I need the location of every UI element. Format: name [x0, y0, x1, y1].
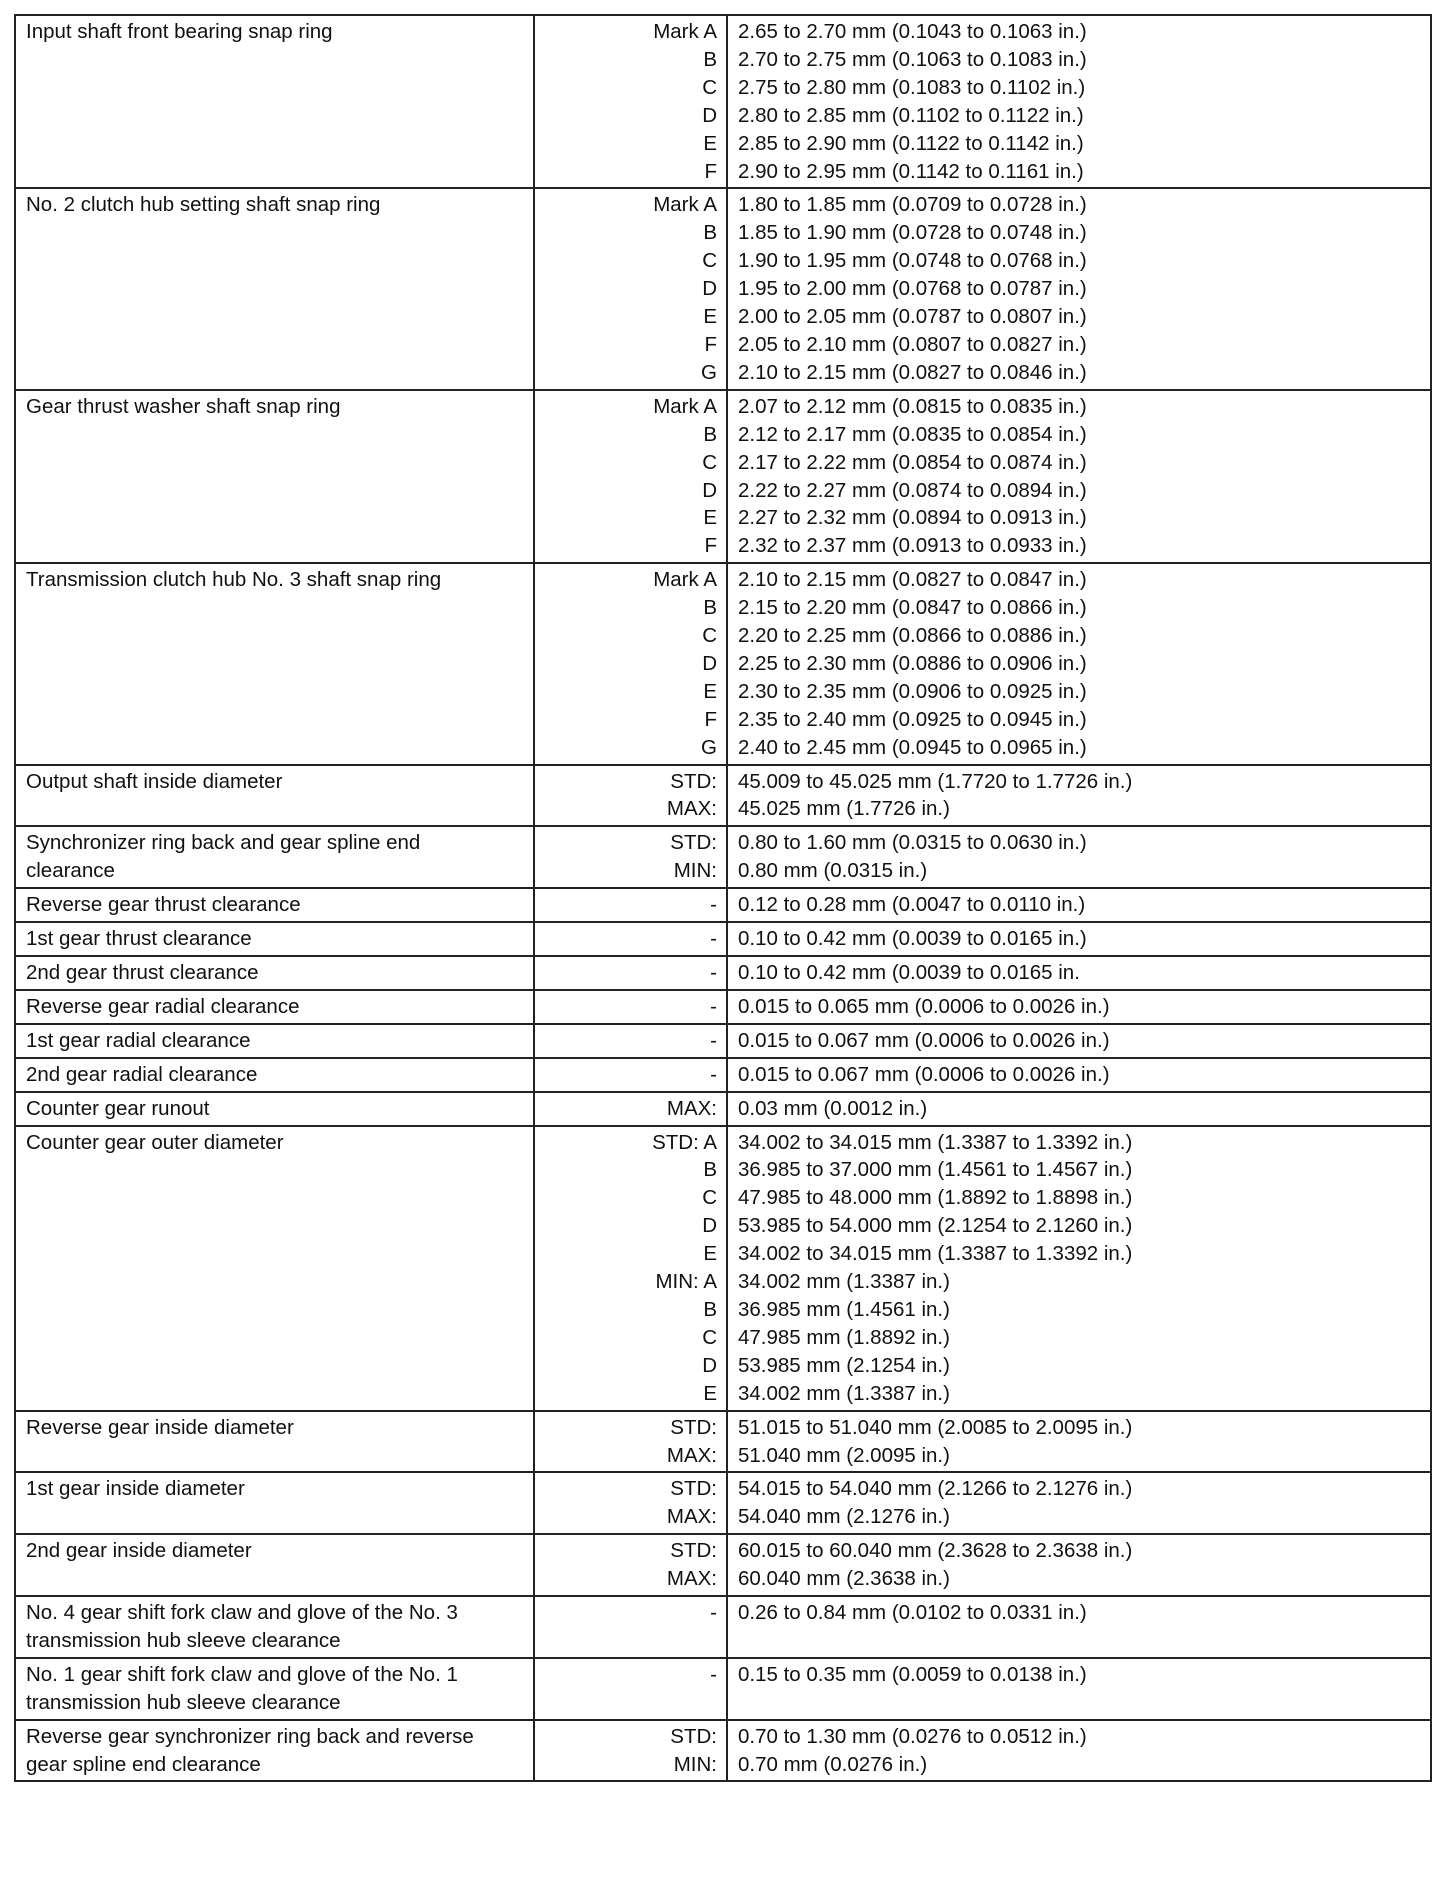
spec-value-text: 2.17 to 2.22 mm (0.0854 to 0.0874 in.): [738, 450, 1087, 474]
spec-item-text: Counter gear runout: [26, 1096, 210, 1120]
spec-value-text: 2.25 to 2.30 mm (0.0886 to 0.0906 in.): [738, 651, 1087, 675]
spec-mark-label: MIN:: [673, 1752, 717, 1776]
spec-value-text: 1.95 to 2.00 mm (0.0768 to 0.0787 in.): [738, 277, 1087, 301]
spec-mark-label: E: [703, 1242, 717, 1266]
spec-mark-label: STD:: [670, 1539, 717, 1563]
spec-value-text: 34.002 to 34.015 mm (1.3387 to 1.3392 in.): [738, 1130, 1133, 1154]
spec-mark-label: Mark A: [653, 193, 717, 217]
spec-value-cell: [727, 1092, 1431, 1126]
spec-value-text: 2.27 to 2.32 mm (0.0894 to 0.0913 in.): [738, 506, 1087, 530]
spec-value-text: 54.015 to 54.040 mm (2.1266 to 2.1276 in.): [738, 1477, 1133, 1501]
spec-mark-label: Mark A: [653, 20, 717, 43]
spec-mark-cell: [534, 188, 727, 389]
spec-value-text: 53.985 to 54.000 mm (2.1254 to 2.1260 in.): [738, 1214, 1133, 1238]
spec-item-text: transmission hub sleeve clearance: [26, 1690, 341, 1714]
spec-value-cell: [727, 765, 1431, 827]
spec-row: [15, 990, 1431, 1024]
spec-item-text: Reverse gear radial clearance: [26, 994, 300, 1018]
spec-mark-cell: [534, 1092, 727, 1126]
spec-value-cell: [727, 922, 1431, 956]
spec-row: [15, 390, 1431, 563]
spec-value-text: 47.985 to 48.000 mm (1.8892 to 1.8898 in.): [738, 1186, 1133, 1210]
spec-mark-label: -: [710, 1601, 717, 1625]
spec-item-cell: [15, 1411, 534, 1473]
spec-value-text: 2.35 to 2.40 mm (0.0925 to 0.0945 in.): [738, 707, 1087, 731]
spec-row: [15, 1058, 1431, 1092]
spec-mark-label: C: [702, 1186, 717, 1210]
spec-row: [15, 1092, 1431, 1126]
spec-row: [15, 1472, 1431, 1534]
spec-item-text: 1st gear inside diameter: [26, 1477, 245, 1501]
spec-value-text: 47.985 mm (1.8892 in.): [738, 1325, 950, 1349]
spec-mark-label: -: [710, 961, 717, 984]
spec-row: [15, 188, 1431, 389]
spec-item-text: transmission hub sleeve clearance: [26, 1628, 341, 1652]
spec-mark-label: E: [703, 131, 717, 155]
spec-item-text: 2nd gear radial clearance: [26, 1062, 258, 1086]
spec-mark-label: Mark A: [653, 394, 717, 418]
spec-row: [15, 1596, 1431, 1658]
spec-value-text: 0.03 mm (0.0012 in.): [738, 1096, 928, 1120]
spec-row: [15, 888, 1431, 922]
spec-item-cell: [15, 563, 534, 764]
spec-mark-label: B: [703, 47, 717, 71]
spec-mark-label: -: [710, 1662, 717, 1686]
spec-value-text: 2.40 to 2.45 mm (0.0945 to 0.0965 in.): [738, 735, 1087, 759]
spec-mark-label: D: [702, 478, 717, 502]
spec-mark-label: F: [704, 159, 717, 183]
spec-value-text: 2.70 to 2.75 mm (0.1063 to 0.1083 in.): [738, 47, 1087, 71]
spec-value-text: 2.32 to 2.37 mm (0.0913 to 0.0933 in.): [738, 534, 1087, 558]
spec-value-cell: [727, 1411, 1431, 1473]
spec-mark-label: MIN: A: [655, 1270, 717, 1294]
spec-row: [15, 922, 1431, 956]
spec-row: [15, 1658, 1431, 1720]
spec-value-text: 53.985 mm (2.1254 in.): [738, 1353, 950, 1377]
spec-row: [15, 1720, 1431, 1782]
spec-value-text: 0.10 to 0.42 mm (0.0039 to 0.0165 in.: [738, 961, 1080, 984]
spec-value-cell: [727, 1534, 1431, 1596]
spec-mark-label: -: [710, 893, 717, 917]
spec-value-cell: [727, 1596, 1431, 1658]
spec-mark-label: -: [710, 994, 717, 1018]
spec-value-text: 2.85 to 2.90 mm (0.1122 to 0.1142 in.): [738, 131, 1084, 155]
spec-value-text: 51.015 to 51.040 mm (2.0085 to 2.0095 in.): [738, 1415, 1133, 1439]
spec-mark-label: F: [704, 707, 717, 731]
spec-value-cell: [727, 1720, 1431, 1782]
spec-mark-label: D: [702, 1214, 717, 1238]
spec-mark-label: MAX:: [666, 797, 717, 821]
spec-item-text: Input shaft front bearing snap ring: [26, 20, 333, 43]
spec-value-cell: [727, 563, 1431, 764]
spec-mark-cell: [534, 765, 727, 827]
spec-item-cell: [15, 1720, 534, 1782]
spec-mark-label: STD:: [670, 1415, 717, 1439]
spec-mark-label: D: [702, 1353, 717, 1377]
spec-value-text: 0.12 to 0.28 mm (0.0047 to 0.0110 in.): [738, 893, 1086, 917]
spec-item-cell: [15, 1024, 534, 1058]
spec-value-text: 0.015 to 0.067 mm (0.0006 to 0.0026 in.): [738, 1062, 1110, 1086]
spec-item-text: Reverse gear synchronizer ring back and reverse: [26, 1724, 474, 1748]
spec-mark-label: E: [703, 679, 717, 703]
spec-value-cell: [727, 888, 1431, 922]
spec-mark-cell: [534, 1596, 727, 1658]
spec-mark-label: C: [702, 450, 717, 474]
spec-mark-label: C: [702, 1325, 717, 1349]
spec-row: [15, 563, 1431, 764]
spec-mark-cell: [534, 826, 727, 888]
spec-value-text: 2.10 to 2.15 mm (0.0827 to 0.0846 in.): [738, 360, 1087, 384]
spec-value-cell: [727, 956, 1431, 990]
spec-mark-label: B: [703, 1297, 717, 1321]
spec-mark-label: -: [710, 1028, 717, 1052]
spec-mark-cell: [534, 1126, 727, 1411]
spec-mark-cell: [534, 888, 727, 922]
spec-mark-label: MAX:: [666, 1096, 717, 1120]
spec-value-text: 1.90 to 1.95 mm (0.0748 to 0.0768 in.): [738, 249, 1087, 273]
spec-value-text: 0.10 to 0.42 mm (0.0039 to 0.0165 in.): [738, 927, 1087, 951]
spec-value-text: 34.002 to 34.015 mm (1.3387 to 1.3392 in.): [738, 1242, 1133, 1266]
spec-row: [15, 956, 1431, 990]
spec-mark-label: B: [703, 221, 717, 245]
spec-item-text: No. 1 gear shift fork claw and glove of the No. 1: [26, 1662, 458, 1686]
spec-mark-cell: [534, 1058, 727, 1092]
spec-mark-label: G: [701, 735, 717, 759]
spec-mark-label: F: [704, 534, 717, 558]
spec-item-text: No. 4 gear shift fork claw and glove of the No. 3: [26, 1601, 458, 1625]
spec-item-text: Counter gear outer diameter: [26, 1130, 284, 1154]
spec-value-cell: [727, 390, 1431, 563]
spec-mark-label: D: [702, 103, 717, 127]
spec-value-cell: [727, 1126, 1431, 1411]
spec-value-text: 60.040 mm (2.3638 in.): [738, 1567, 950, 1591]
spec-row: [15, 15, 1431, 188]
spec-item-text: Output shaft inside diameter: [26, 769, 283, 793]
spec-value-cell: [727, 15, 1431, 188]
spec-item-text: gear spline end clearance: [26, 1752, 261, 1776]
spec-value-text: 45.009 to 45.025 mm (1.7720 to 1.7726 in.): [738, 769, 1133, 793]
spec-row: [15, 1024, 1431, 1058]
spec-mark-cell: [534, 990, 727, 1024]
spec-mark-label: G: [701, 360, 717, 384]
spec-item-cell: [15, 1596, 534, 1658]
spec-mark-cell: [534, 1024, 727, 1058]
spec-item-text: 1st gear thrust clearance: [26, 927, 252, 951]
spec-value-text: 2.90 to 2.95 mm (0.1142 to 0.1161 in.): [738, 159, 1084, 183]
spec-value-text: 36.985 mm (1.4561 in.): [738, 1297, 950, 1321]
spec-mark-label: MAX:: [666, 1443, 717, 1467]
spec-value-cell: [727, 188, 1431, 389]
spec-value-text: 2.15 to 2.20 mm (0.0847 to 0.0866 in.): [738, 596, 1087, 620]
spec-mark-cell: [534, 1658, 727, 1720]
spec-value-text: 0.015 to 0.065 mm (0.0006 to 0.0026 in.): [738, 994, 1110, 1018]
spec-item-cell: [15, 1092, 534, 1126]
spec-value-text: 34.002 mm (1.3387 in.): [738, 1381, 950, 1405]
spec-item-cell: [15, 956, 534, 990]
spec-mark-label: STD: A: [652, 1130, 717, 1154]
spec-row: [15, 1534, 1431, 1596]
spec-mark-label: D: [702, 277, 717, 301]
spec-mark-label: STD:: [670, 1477, 717, 1501]
spec-item-cell: [15, 922, 534, 956]
spec-row: [15, 1411, 1431, 1473]
spec-mark-label: -: [710, 927, 717, 951]
spec-item-cell: [15, 1534, 534, 1596]
spec-mark-label: C: [702, 624, 717, 648]
spec-value-cell: [727, 990, 1431, 1024]
spec-row: [15, 765, 1431, 827]
spec-value-text: 0.26 to 0.84 mm (0.0102 to 0.0331 in.): [738, 1601, 1087, 1625]
spec-value-cell: [727, 1472, 1431, 1534]
spec-value-text: 1.85 to 1.90 mm (0.0728 to 0.0748 in.): [738, 221, 1087, 245]
spec-value-text: 36.985 to 37.000 mm (1.4561 to 1.4567 in.): [738, 1158, 1133, 1182]
spec-value-text: 0.015 to 0.067 mm (0.0006 to 0.0026 in.): [738, 1028, 1110, 1052]
spec-value-text: 2.30 to 2.35 mm (0.0906 to 0.0925 in.): [738, 679, 1087, 703]
spec-item-cell: [15, 15, 534, 188]
spec-item-cell: [15, 990, 534, 1024]
spec-mark-label: C: [702, 75, 717, 99]
spec-item-cell: [15, 765, 534, 827]
spec-item-text: Gear thrust washer shaft snap ring: [26, 394, 341, 418]
spec-mark-label: B: [703, 1158, 717, 1182]
spec-item-text: 1st gear radial clearance: [26, 1028, 251, 1052]
spec-mark-label: E: [703, 305, 717, 329]
spec-item-text: Transmission clutch hub No. 3 shaft snap ring: [26, 568, 442, 592]
spec-value-text: 0.70 to 1.30 mm (0.0276 to 0.0512 in.): [738, 1724, 1087, 1748]
spec-mark-cell: [534, 15, 727, 188]
spec-mark-label: E: [703, 506, 717, 530]
spec-value-text: 51.040 mm (2.0095 in.): [738, 1443, 950, 1467]
spec-item-text: Synchronizer ring back and gear spline end: [26, 831, 421, 855]
spec-item-text: 2nd gear inside diameter: [26, 1539, 252, 1563]
spec-value-text: 2.20 to 2.25 mm (0.0866 to 0.0886 in.): [738, 624, 1087, 648]
spec-item-cell: [15, 1126, 534, 1411]
spec-mark-cell: [534, 1720, 727, 1782]
spec-value-text: 2.07 to 2.12 mm (0.0815 to 0.0835 in.): [738, 394, 1087, 418]
spec-mark-label: F: [704, 332, 717, 356]
spec-mark-label: Mark A: [653, 568, 717, 592]
spec-value-text: 2.65 to 2.70 mm (0.1043 to 0.1063 in.): [738, 20, 1087, 43]
spec-mark-label: -: [710, 1062, 717, 1086]
spec-item-cell: [15, 1058, 534, 1092]
spec-mark-cell: [534, 956, 727, 990]
spec-value-text: 0.15 to 0.35 mm (0.0059 to 0.0138 in.): [738, 1662, 1087, 1686]
spec-mark-label: E: [703, 1381, 717, 1405]
spec-mark-label: B: [703, 422, 717, 446]
spec-mark-cell: [534, 1472, 727, 1534]
spec-mark-label: MIN:: [673, 859, 717, 883]
spec-mark-label: STD:: [670, 769, 717, 793]
spec-mark-label: MAX:: [666, 1505, 717, 1529]
spec-row: [15, 826, 1431, 888]
spec-mark-label: MAX:: [666, 1567, 717, 1591]
spec-value-text: 2.00 to 2.05 mm (0.0787 to 0.0807 in.): [738, 305, 1087, 329]
spec-value-text: 45.025 mm (1.7726 in.): [738, 797, 950, 821]
spec-item-text: No. 2 clutch hub setting shaft snap ring: [26, 193, 381, 217]
spec-value-text: 2.10 to 2.15 mm (0.0827 to 0.0847 in.): [738, 568, 1087, 592]
spec-item-cell: [15, 188, 534, 389]
spec-value-text: 34.002 mm (1.3387 in.): [738, 1270, 950, 1294]
specification-table-body: [15, 15, 1431, 1781]
specification-table: [14, 14, 1432, 1782]
spec-mark-label: C: [702, 249, 717, 273]
spec-item-cell: [15, 826, 534, 888]
spec-value-text: 2.22 to 2.27 mm (0.0874 to 0.0894 in.): [738, 478, 1087, 502]
spec-value-text: 0.80 to 1.60 mm (0.0315 to 0.0630 in.): [738, 831, 1087, 855]
spec-item-text: Reverse gear inside diameter: [26, 1415, 294, 1439]
spec-value-cell: [727, 1058, 1431, 1092]
spec-value-cell: [727, 826, 1431, 888]
spec-value-cell: [727, 1024, 1431, 1058]
spec-mark-label: STD:: [670, 831, 717, 855]
spec-mark-cell: [534, 922, 727, 956]
spec-mark-label: STD:: [670, 1724, 717, 1748]
spec-row: [15, 1126, 1431, 1411]
spec-value-text: 2.80 to 2.85 mm (0.1102 to 0.1122 in.): [738, 103, 1084, 127]
spec-item-text: clearance: [26, 859, 115, 883]
spec-item-cell: [15, 1472, 534, 1534]
spec-mark-cell: [534, 1411, 727, 1473]
spec-mark-label: D: [702, 651, 717, 675]
spec-value-text: 54.040 mm (2.1276 in.): [738, 1505, 950, 1529]
spec-mark-cell: [534, 563, 727, 764]
spec-value-text: 60.015 to 60.040 mm (2.3628 to 2.3638 in.): [738, 1539, 1133, 1563]
spec-value-text: 2.05 to 2.10 mm (0.0807 to 0.0827 in.): [738, 332, 1087, 356]
spec-value-text: 2.75 to 2.80 mm (0.1083 to 0.1102 in.): [738, 75, 1086, 99]
spec-item-cell: [15, 1658, 534, 1720]
spec-value-text: 1.80 to 1.85 mm (0.0709 to 0.0728 in.): [738, 193, 1087, 217]
spec-item-cell: [15, 888, 534, 922]
spec-mark-cell: [534, 390, 727, 563]
spec-mark-cell: [534, 1534, 727, 1596]
spec-value-text: 2.12 to 2.17 mm (0.0835 to 0.0854 in.): [738, 422, 1087, 446]
spec-value-cell: [727, 1658, 1431, 1720]
spec-value-text: 0.80 mm (0.0315 in.): [738, 859, 928, 883]
spec-item-cell: [15, 390, 534, 563]
spec-item-text: 2nd gear thrust clearance: [26, 961, 259, 984]
spec-value-text: 0.70 mm (0.0276 in.): [738, 1752, 928, 1776]
spec-mark-label: B: [703, 596, 717, 620]
spec-item-text: Reverse gear thrust clearance: [26, 893, 301, 917]
